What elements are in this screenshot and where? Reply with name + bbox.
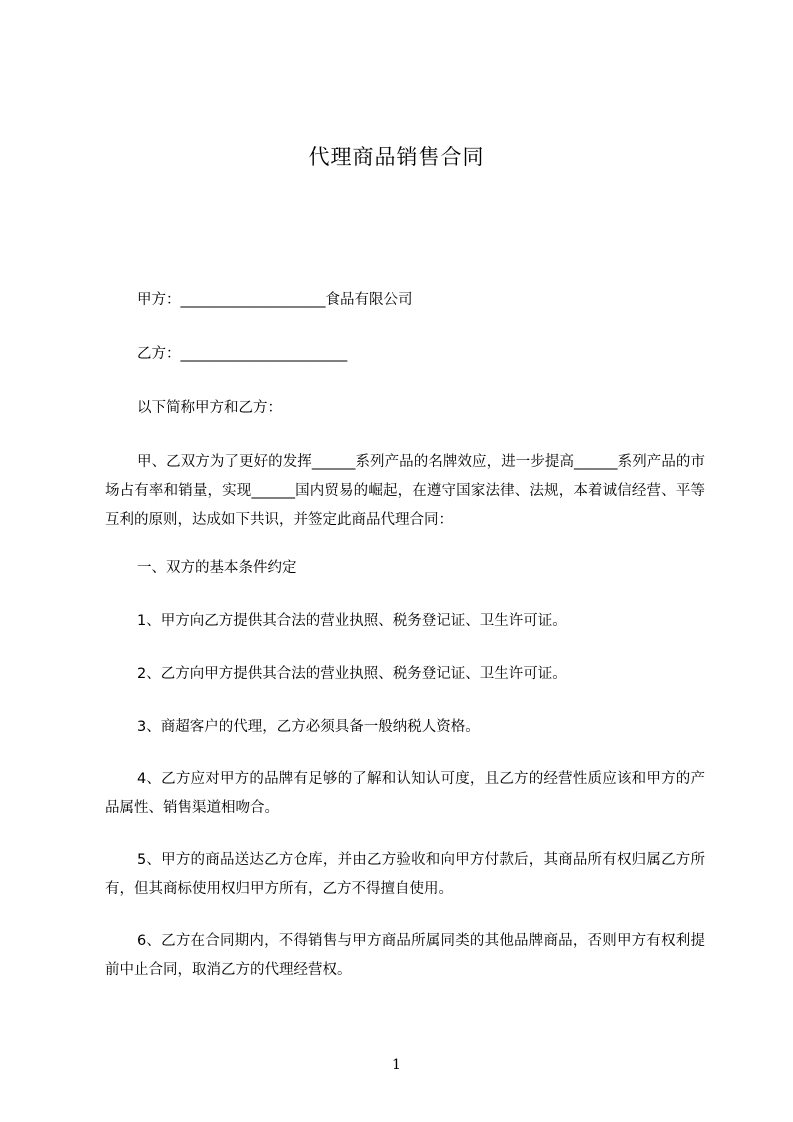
document-title: 代理商品销售合同 [308,145,485,169]
clause-item: 5、甲方的商品送达乙方仓库，并由乙方验收和向甲方付款后，其商品所有权归属乙方所有，但其商标使用权归甲方所有，乙方不得擅自使用。 [105,852,705,897]
clause-item: 2、乙方向甲方提供其合法的营业执照、税务登记证、卫生许可证。 [137,666,567,682]
section-heading: 一、双方的基本条件约定 [137,560,297,576]
clause-item: 1、甲方向乙方提供其合法的营业执照、税务登记证、卫生许可证。 [137,613,567,629]
clause-item: 6、乙方在合同期内，不得销售与甲方商品所属同类的其他品牌商品，否则甲方有权利提前中止合同，取消乙方的代理经营权。 [105,933,705,978]
party-b-line: 乙方：_______________________ [137,346,348,362]
party-a-line: 甲方：____________________食品有限公司 [137,292,413,308]
clause-item: 3、商超客户的代理，乙方必须具备一般纳税人资格。 [137,719,480,735]
short-names-line: 以下简称甲方和乙方： [137,400,282,416]
clause-item: 4、乙方应对甲方的品牌有足够的了解和认知认可度，且乙方的经营性质应该和甲方的产品属性、销售渠道相吻合。 [105,771,705,816]
page-number: 1 [392,1057,401,1073]
preamble-paragraph: 甲、乙双方为了更好的发挥______系列产品的名牌效应，进一步提高______系列产品的市场占有率和销量，实现______国内贸易的崛起，在遵守国家法律、法规，本着诚信经营、平等互利的原则，达成如下共识，并签定此商品代理合同： [105,454,705,528]
